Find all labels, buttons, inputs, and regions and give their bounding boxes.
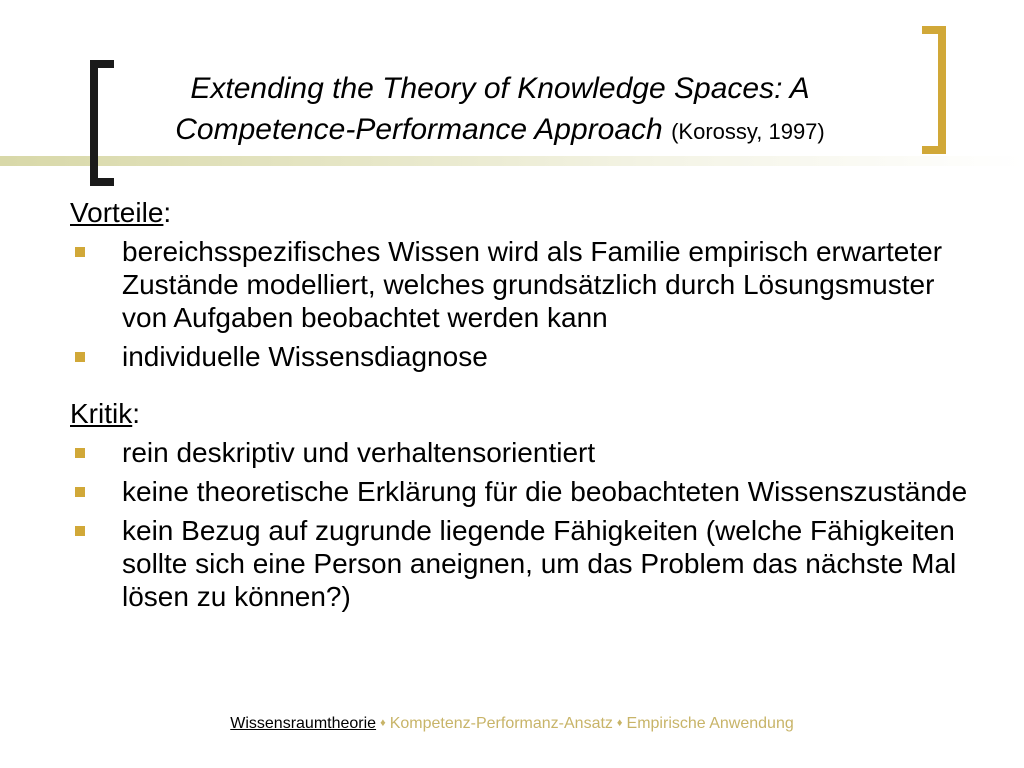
list-item: [70, 436, 970, 469]
list-item-text: keine theoretische Erklärung für die beobachteten Wissenszustände: [122, 476, 968, 507]
square-bullet-icon: [75, 487, 85, 497]
list-item: [70, 475, 970, 508]
list-item: [70, 514, 970, 613]
slide-content: [70, 196, 970, 613]
vorteile-heading: [70, 196, 970, 229]
list-item: [70, 235, 970, 334]
footer-link-wissensraumtheorie[interactable]: Wissensraumtheorie: [230, 715, 377, 732]
vorteile-label: Vorteile: [70, 197, 164, 228]
title-text: Extending the Theory of Knowledge Spaces: A Competence-Performance Approach: [175, 72, 810, 146]
kritik-colon: :: [132, 398, 141, 429]
list-item-text: rein deskriptiv und verhaltensorientiert: [122, 437, 596, 468]
list-item-text: kein Bezug auf zugrunde liegende Fähigkeiten (welche Fähigkeiten sollte sich eine Person aneignen, um das Problem das nächste Mal lösen zu können?): [122, 515, 957, 612]
square-bullet-icon: [75, 352, 85, 362]
footer-link-kompetenz-performanz[interactable]: Kompetenz-Performanz-Ansatz: [389, 715, 613, 732]
list-item-text: individuelle Wissensdiagnose: [122, 341, 488, 372]
square-bullet-icon: [75, 526, 85, 536]
title-divider-band: [0, 156, 1024, 166]
list-item-text: bereichsspezifisches Wissen wird als Familie empirisch erwarteter Zustände modelliert, welches grundsätzlich durch Lösungsmuster von Aufgaben beobachtet werden kann: [122, 236, 943, 333]
slide-title: [110, 68, 890, 152]
vorteile-colon: :: [163, 197, 172, 228]
diamond-separator-icon: ♦: [380, 717, 386, 729]
diamond-separator-icon: ♦: [616, 717, 623, 729]
list-item: [70, 340, 970, 373]
vorteile-list: [70, 235, 970, 373]
kritik-heading: [70, 397, 970, 430]
footer-navigation: [0, 715, 1024, 733]
kritik-label: Kritik: [70, 398, 133, 429]
square-bullet-icon: [75, 448, 85, 458]
square-bullet-icon: [75, 247, 85, 257]
title-citation: (Korossy, 1997): [671, 119, 825, 144]
footer-link-empirische-anwendung[interactable]: Empirische Anwendung: [626, 715, 794, 732]
kritik-list: [70, 436, 970, 613]
right-bracket-decoration: [922, 26, 946, 154]
